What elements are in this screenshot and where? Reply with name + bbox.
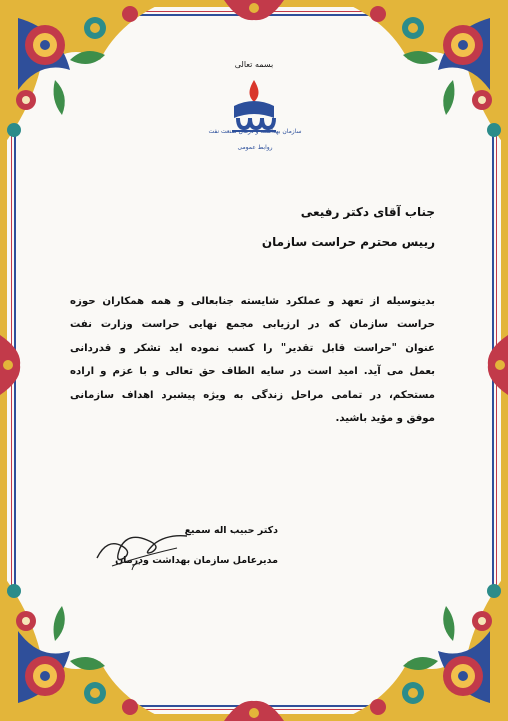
nioc-health-logo-icon: [222, 76, 286, 154]
top-medallion-ornament: [224, 0, 284, 22]
corner-ornament-top-right: [338, 0, 508, 150]
bottom-medallion-ornament: [224, 699, 284, 721]
corner-ornament-top-left: [0, 0, 170, 150]
addressee-name: جناب آقای دکتر رفیعی: [300, 205, 435, 219]
signatory-name: دکتر حبیب اله سمیع: [184, 525, 278, 536]
corner-ornament-bottom-left: [0, 571, 170, 721]
addressee-position: رییس محترم حراست سازمان: [261, 235, 435, 249]
handwritten-signature: [92, 518, 192, 573]
left-medallion-ornament: [0, 335, 22, 395]
logo-subcaption: روابط عمومی: [237, 144, 273, 151]
signatory-title: مدیرعامل سازمان بهداشت ودرمان: [115, 555, 278, 566]
body-line: مستحکم، در تمامی مراحل زندگی به ویژه پیشبرد اهداف سازمانی: [70, 389, 435, 401]
invocation-text: بسمه تعالی: [234, 60, 274, 69]
corner-ornament-bottom-right: [338, 571, 508, 721]
right-medallion-ornament: [486, 335, 508, 395]
body-line: حراست سازمان که در ارزیابی مجمع نهایی حراست وزارت نفت: [70, 319, 435, 331]
letter-body: [70, 290, 435, 430]
logo-caption: سازمان بهداشت و درمان صنعت نفت: [208, 128, 302, 135]
body-line: بدینوسیله از تعهد و عملکرد شایسته جنابعالی و همه همکاران حوزه: [70, 296, 435, 307]
body-line: موفق و مؤید باشید.: [335, 413, 435, 425]
body-line: عنوان "حراست قابل تقدیر" را کسب نموده اید تشکر و قدردانی: [70, 342, 435, 354]
body-line: بعمل می آید. امید است در سایه الطاف حق تعالی و با عزم و اراده: [70, 366, 435, 378]
